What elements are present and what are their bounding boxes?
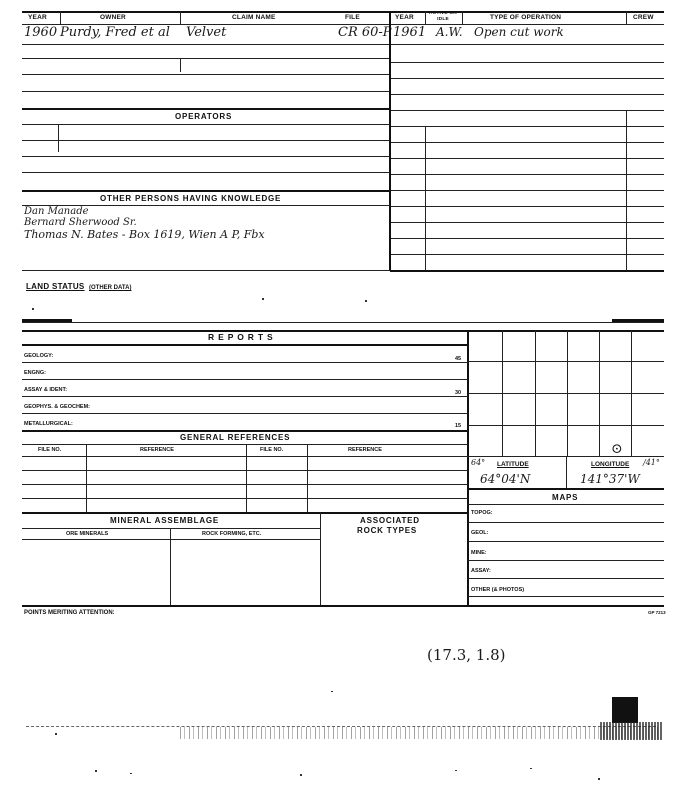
references-column-divider [246, 444, 247, 512]
reports-row-rule [22, 430, 468, 432]
maps-rule [468, 578, 664, 579]
operation-row-rule [390, 94, 664, 95]
scan-noise-band [180, 727, 660, 739]
references-column-divider [307, 444, 308, 512]
scan-speck [95, 770, 97, 772]
operation-row-rule [390, 174, 664, 175]
land-status-title: LAND STATUS [26, 282, 85, 291]
references-col-file-no-1: FILE NO. [38, 447, 62, 453]
land-status-heading [26, 276, 131, 294]
operators-rule [22, 124, 390, 125]
scan-speck [530, 768, 532, 769]
header-owner: OWNER [100, 14, 126, 21]
grid-line [468, 425, 664, 426]
report-engng: ENGNG: [24, 370, 46, 376]
longitude-suffix: /41° [643, 458, 660, 467]
operation-row-rule [390, 254, 664, 255]
main-column-divider [389, 11, 391, 271]
rock-forming-label: ROCK FORMING, ETC. [202, 531, 262, 537]
header-divider [626, 11, 627, 25]
operators-rule [22, 190, 390, 192]
points-meriting-attention: POINTS MERITING ATTENTION: [24, 610, 115, 616]
operators-rule [22, 172, 390, 173]
report-assay: ASSAY & IDENT: [24, 387, 68, 393]
scan-speck [365, 300, 367, 302]
scan-speck [32, 308, 34, 310]
operation-column-divider [626, 110, 627, 270]
header-type-of-operation: TYPE OF OPERATION [490, 14, 562, 21]
mineral-bottom-rule [22, 605, 664, 607]
operation-row-rule [390, 238, 664, 239]
handwritten-note: (17.3, 1.8) [427, 646, 506, 664]
operators-column-divider [58, 124, 59, 152]
header-divider [60, 11, 61, 25]
scan-noise-band [600, 722, 662, 740]
operation-row-rule [390, 62, 664, 63]
header-active-or-idle: ACTIVE OR IDLE [429, 11, 457, 22]
scan-speck [300, 774, 302, 776]
operators-title: OPERATORS [175, 112, 233, 121]
reports-rule [22, 344, 468, 346]
entry-file: CR 60-P [338, 25, 392, 40]
scan-speck [455, 770, 457, 771]
mineral-rule [22, 539, 320, 540]
latitude-label: LATITUDE [497, 461, 529, 468]
header-year-2: YEAR [395, 14, 414, 21]
references-col-reference-1: REFERENCE [140, 447, 174, 453]
latitude-prefix: 64° [471, 458, 486, 467]
entry-claim-name: Velvet [186, 25, 227, 40]
operation-row-rule [390, 270, 664, 272]
operation-row-rule [390, 126, 664, 127]
owner-row-rule [22, 91, 390, 92]
header-divider [180, 11, 181, 25]
header-crew: CREW [633, 14, 654, 21]
mineral-column-divider [170, 528, 171, 606]
location-bottom-rule [468, 488, 664, 490]
references-row-rule [22, 512, 468, 514]
grid-line [468, 361, 664, 362]
entry-active-or-idle: A.W. [436, 25, 463, 39]
knowledge-bottom-rule [22, 270, 390, 271]
header-top-rule [22, 11, 664, 13]
operation-row-rule [390, 78, 664, 79]
scan-speck [331, 691, 333, 692]
report-number-15: 15 [455, 423, 462, 429]
operators-rule [22, 140, 390, 141]
references-col-reference-2: REFERENCE [348, 447, 382, 453]
knowledge-line-1: Dan Manade [24, 206, 89, 217]
rock-types-label: ROCK TYPES [357, 526, 418, 535]
owner-row-rule [22, 44, 390, 45]
maps-topog: TOPOG: [471, 510, 493, 516]
report-geophys: GEOPHYS. & GEOCHEM: [24, 404, 91, 410]
maps-assay: ASSAY: [471, 568, 491, 574]
header-claim-name: CLAIM NAME [232, 14, 276, 21]
references-row-rule [22, 484, 468, 485]
form-code: GP 7213 [648, 610, 666, 615]
operation-row-rule [390, 44, 664, 45]
reports-row-rule [22, 362, 468, 363]
scan-speck [598, 778, 600, 780]
maps-rule [468, 560, 664, 561]
maps-mine: MINE: [471, 550, 487, 556]
reports-row-rule [22, 413, 468, 414]
entry-type-of-operation: Open cut work [474, 25, 564, 39]
scan-speck [55, 733, 57, 735]
operators-rule [22, 156, 390, 157]
grid-line [468, 393, 664, 394]
associated-label: ASSOCIATED [360, 516, 420, 525]
longitude-value: 141°37'W [580, 472, 640, 486]
maps-geol: GEOL: [471, 530, 489, 536]
latitude-value: 64°04'N [480, 472, 531, 486]
entry-owner: Purdy, Fred et al [60, 25, 170, 40]
scan-block-mark [612, 697, 638, 723]
maps-rule [468, 596, 664, 597]
scan-speck [130, 773, 132, 774]
header-divider [462, 11, 463, 25]
references-column-divider [86, 444, 87, 512]
operation-row-rule [390, 190, 664, 191]
ore-minerals-label: ORE MINERALS [66, 531, 109, 537]
report-number-30: 30 [455, 390, 462, 396]
references-rule [22, 444, 468, 445]
entry-op-year: 1961 [393, 25, 427, 40]
references-row-rule [22, 456, 468, 457]
reports-row-rule [22, 396, 468, 397]
owner-row-rule [22, 108, 390, 110]
general-references-title: GENERAL REFERENCES [180, 433, 291, 442]
mineral-column-divider [320, 512, 321, 606]
references-row-rule [22, 498, 468, 499]
owner-row-rule [22, 58, 390, 59]
reports-row-rule [22, 379, 468, 380]
maps-rule [468, 522, 664, 523]
operation-row-rule [390, 222, 664, 223]
entry-year: 1960 [24, 25, 58, 40]
mineral-rule [22, 528, 320, 529]
maps-rule [468, 504, 664, 505]
header-file: FILE [345, 14, 360, 21]
operation-column-divider [425, 126, 426, 270]
report-number-45: 45 [455, 356, 462, 362]
report-geology: GEOLOGY: [24, 353, 54, 359]
references-row-rule [22, 470, 468, 471]
operation-row-rule [390, 110, 664, 111]
reports-right-divider [467, 330, 469, 606]
knowledge-line-2: Bernard Sherwood Sr. [24, 217, 137, 228]
scan-speck [262, 298, 264, 300]
operation-row-rule [390, 158, 664, 159]
section-circle-mark: ⊙ [611, 441, 623, 457]
operation-row-rule [390, 206, 664, 207]
owner-column-divider [180, 58, 181, 72]
header-divider [425, 11, 426, 25]
maps-title: MAPS [552, 493, 579, 502]
operation-row-rule [390, 142, 664, 143]
report-metallurgical: METALLURGICAL: [24, 421, 73, 427]
band-rule [22, 322, 664, 323]
reports-title: R E P O R T S [208, 332, 274, 342]
references-col-file-no-2: FILE NO. [260, 447, 284, 453]
maps-other: OTHER (& PHOTOS) [471, 587, 525, 593]
knowledge-line-3: Thomas N. Bates - Box 1619, Wien A P, Fbx [24, 228, 265, 241]
land-status-subtitle: (OTHER DATA) [89, 285, 132, 291]
mineral-assemblage-title: MINERAL ASSEMBLAGE [110, 516, 220, 525]
location-divider [566, 456, 567, 488]
longitude-label: LONGITUDE [591, 461, 630, 468]
knowledge-title: OTHER PERSONS HAVING KNOWLEDGE [100, 194, 282, 203]
owner-row-rule [22, 74, 390, 75]
maps-rule [468, 541, 664, 542]
header-year: YEAR [28, 14, 47, 21]
